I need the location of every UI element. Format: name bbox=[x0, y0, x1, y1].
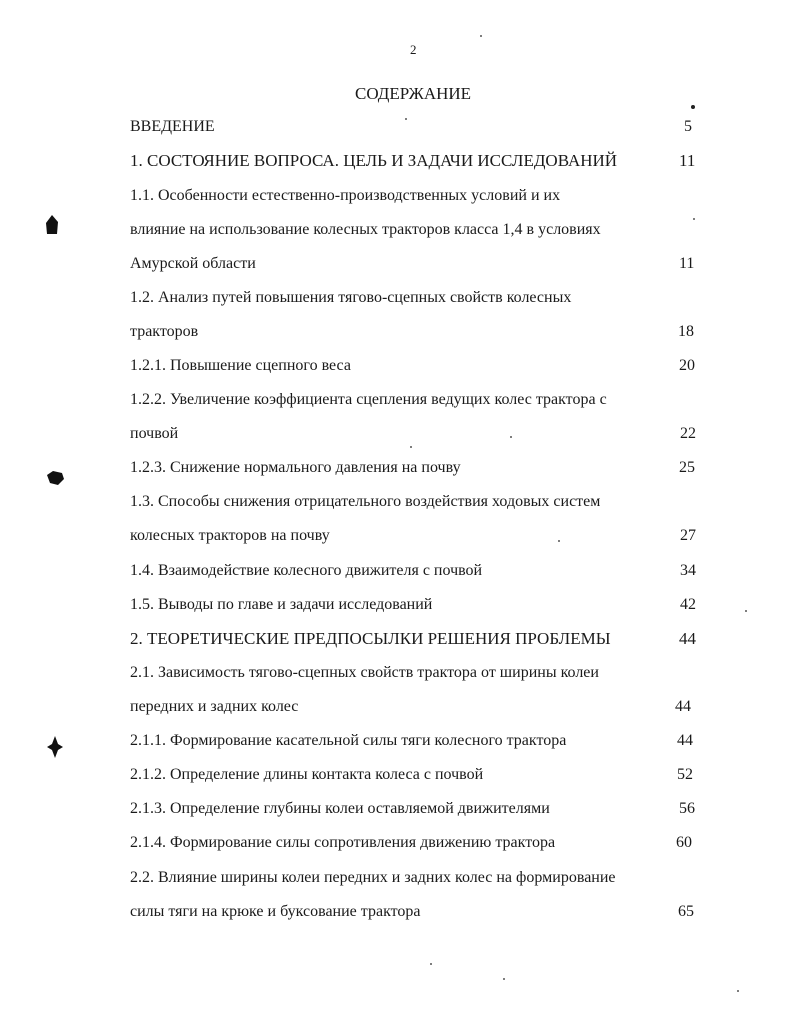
toc-page-number: 60 bbox=[676, 834, 692, 851]
toc-entry-2-1-3: 2.1.3. Определение глубины колеи оставляемой движителями bbox=[130, 800, 550, 817]
toc-entry-2-1-line: передних и задних колес bbox=[130, 698, 299, 715]
toc-page-number: 11 bbox=[679, 255, 695, 272]
toc-page-number: 52 bbox=[677, 766, 693, 783]
scan-speck bbox=[430, 963, 432, 965]
scan-speck bbox=[405, 118, 407, 120]
toc-page-number: 22 bbox=[680, 425, 696, 442]
toc-entry-1-1-line: Амурской области bbox=[130, 255, 256, 272]
scan-speck bbox=[745, 610, 747, 612]
toc-page-number: 5 bbox=[684, 118, 692, 135]
page-number: 2 bbox=[410, 42, 417, 57]
toc-entry-1-3-line: 1.3. Способы снижения отрицательного воздействия ходовых систем bbox=[130, 493, 601, 510]
toc-entry-1-2-2-line: почвой bbox=[130, 425, 179, 442]
toc-entry-1-1-line: влияние на использование колесных тракторов класса 1,4 в условиях bbox=[130, 221, 601, 238]
toc-page-number: 27 bbox=[680, 527, 696, 544]
toc-entry-2-1-line: 2.1. Зависимость тягово-сцепных свойств трактора от ширины колеи bbox=[130, 664, 599, 681]
scan-mark-icon bbox=[44, 214, 60, 236]
scan-speck bbox=[737, 990, 739, 992]
toc-entry-introduction: ВВЕДЕНИЕ bbox=[130, 118, 215, 135]
scan-speck bbox=[503, 978, 505, 980]
toc-entry-1-2-line: тракторов bbox=[130, 323, 199, 340]
toc-page-number: 44 bbox=[675, 698, 691, 715]
toc-page-number: 56 bbox=[679, 800, 695, 817]
toc-entry-1-2-1: 1.2.1. Повышение сцепного веса bbox=[130, 357, 351, 374]
toc-entry-1-2-3: 1.2.3. Снижение нормального давления на почву bbox=[130, 459, 461, 476]
scan-speck bbox=[558, 540, 560, 542]
scan-speck bbox=[693, 218, 695, 220]
toc-page-number: 42 bbox=[680, 596, 696, 613]
toc-entry-1-1-line: 1.1. Особенности естественно-производственных условий и их bbox=[130, 187, 561, 204]
toc-entry-chapter-1: 1. СОСТОЯНИЕ ВОПРОСА. ЦЕЛЬ И ЗАДАЧИ ИССЛЕДОВАНИЙ bbox=[130, 151, 618, 170]
toc-entry-chapter-2: 2. ТЕОРЕТИЧЕСКИЕ ПРЕДПОСЫЛКИ РЕШЕНИЯ ПРОБЛЕМЫ bbox=[130, 629, 611, 648]
toc-entry-2-1-4: 2.1.4. Формирование силы сопротивления движению трактора bbox=[130, 834, 556, 851]
scan-speck-icon bbox=[690, 104, 696, 110]
toc-entry-2-2-line: силы тяги на крюке и буксование трактора bbox=[130, 903, 421, 920]
toc-entry-1-3-line: колесных тракторов на почву bbox=[130, 527, 330, 544]
toc-page-number: 25 bbox=[679, 459, 695, 476]
scan-speck bbox=[510, 436, 512, 438]
toc-page-number: 44 bbox=[677, 732, 693, 749]
scan-speck bbox=[410, 446, 412, 448]
toc-page-number: 11 bbox=[679, 151, 696, 170]
toc-page-number: 65 bbox=[678, 903, 694, 920]
toc-entry-1-2-2-line: 1.2.2. Увеличение коэффициента сцепления ведущих колес трактора с bbox=[130, 391, 607, 408]
toc-page-number: 34 bbox=[680, 562, 696, 579]
toc-entry-2-1-2: 2.1.2. Определение длины контакта колеса с почвой bbox=[130, 766, 484, 783]
toc-page-number: 18 bbox=[678, 323, 694, 340]
toc-entry-2-2-line: 2.2. Влияние ширины колеи передних и задних колес на формирование bbox=[130, 869, 616, 886]
scan-mark-icon bbox=[46, 735, 64, 759]
scan-speck bbox=[480, 35, 482, 37]
scan-mark-icon bbox=[44, 469, 66, 487]
toc-entry-1-4: 1.4. Взаимодействие колесного движителя с почвой bbox=[130, 562, 483, 579]
toc-entry-1-2-line: 1.2. Анализ путей повышения тягово-сцепных свойств колесных bbox=[130, 289, 572, 306]
toc-page-number: 20 bbox=[679, 357, 695, 374]
toc-entry-2-1-1: 2.1.1. Формирование касательной силы тяги колесного трактора bbox=[130, 732, 567, 749]
page-title: СОДЕРЖАНИЕ bbox=[355, 84, 472, 103]
toc-page-number: 44 bbox=[679, 629, 696, 648]
toc-entry-1-5: 1.5. Выводы по главе и задачи исследований bbox=[130, 596, 433, 613]
